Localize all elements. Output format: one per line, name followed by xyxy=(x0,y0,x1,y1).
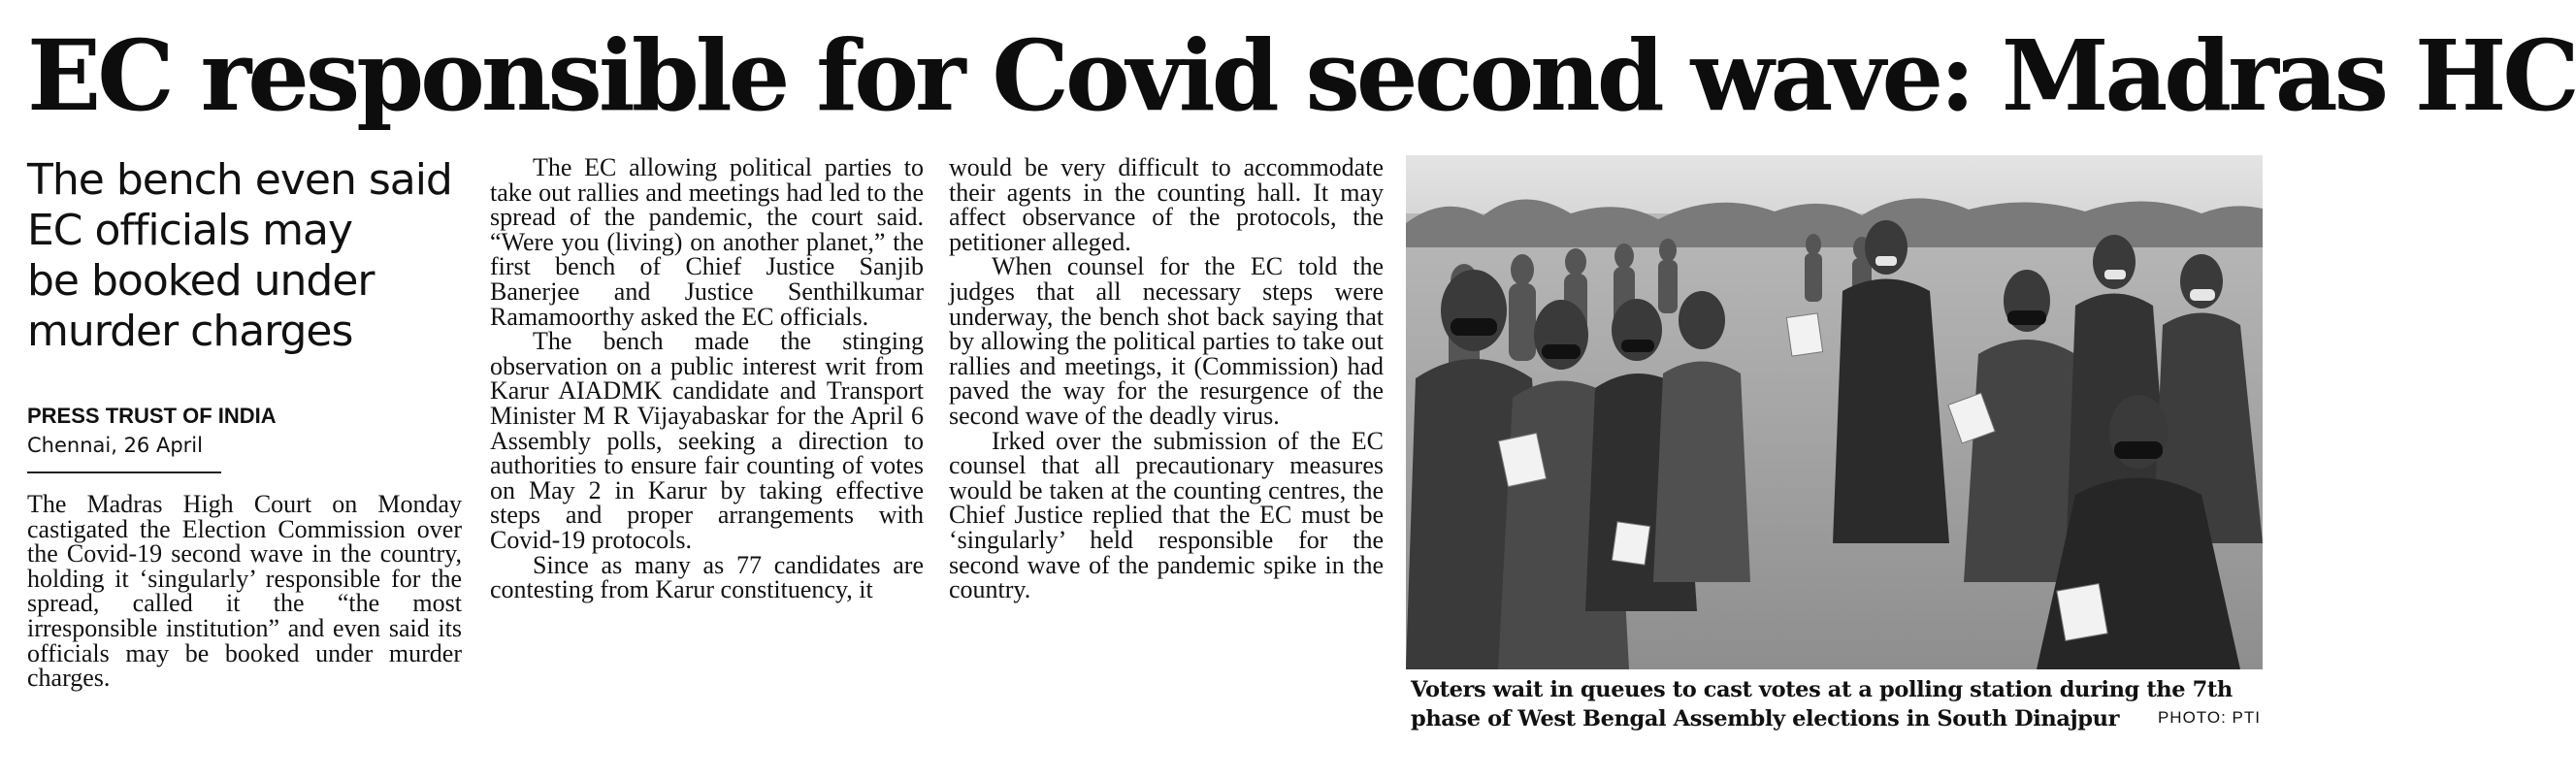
headline: EC responsible for Covid second wave: Madras HC xyxy=(27,18,2576,133)
body-paragraph: The bench made the stinging observation on a public interest writ from Karur AIADMK candidate and Transport Minister M R Vijayabaskar for the April 6 Assembly polls, seeking a direction to authorities to ensure fair counting of votes on May 2 in Karur by taking effective steps and proper arrangements with Covid-19 protocols. xyxy=(490,327,924,554)
byline xyxy=(27,402,277,473)
deck-line: The bench even said xyxy=(27,155,452,205)
byline-agency: PRESS TRUST OF INDIA xyxy=(27,404,277,428)
body-column-1 xyxy=(27,492,462,691)
body-column-3 xyxy=(949,155,1384,602)
body-paragraph: The Madras High Court on Monday castigated the Election Commission over the Covid-19 second wave in the country, holding it ‘singularly’ responsible for the spread, called it the “the most irresponsible institution” and even said its officials may be booked under murder charges. xyxy=(27,490,462,693)
deck-line: murder charges xyxy=(27,307,353,356)
body-paragraph: When counsel for the EC told the judges that all necessary steps were underway, the bench shot back saying that by allowing the political parties to take out rallies and meetings, it (Commission) had paved the way for the resurgence of the second wave of the deadly virus. xyxy=(949,252,1384,430)
body-paragraph: Irked over the submission of the EC counsel that all precautionary measures would be taken at the counting centres, the Chief Justice replied that the EC must be ‘singularly’ held responsible for the second wave of the pandemic spike in the country. xyxy=(949,426,1384,604)
body-paragraph: Since as many as 77 candidates are contesting from Karur constituency, it xyxy=(490,550,924,604)
deck-line: be booked under xyxy=(27,256,375,306)
deck-line: EC officials may xyxy=(27,206,353,255)
news-photo xyxy=(1406,155,2263,669)
deck xyxy=(27,155,473,357)
photo-caption: Voters wait in queues to cast votes at a polling station during the 7th phase of West Bengal Assembly elections in South Dinajpur xyxy=(1411,677,2233,731)
news-photo-image xyxy=(1406,155,2263,669)
body-column-2 xyxy=(490,155,924,602)
body-paragraph: would be very difficult to accommodate their agents in the counting hall. It may affect observance of the protocols, the petitioner alleged. xyxy=(949,153,1384,256)
byline-dateline: Chennai, 26 April xyxy=(27,434,203,457)
photo-credit: PHOTO: PTI xyxy=(2157,708,2261,727)
body-paragraph: The EC allowing political parties to take out rallies and meetings had led to the spread of the pandemic, the court said. “Were you (living) on another planet,” the first bench of Chief Justice Sanjib Banerjee and Justice Senthilkumar Ramamoorthy asked the EC officials. xyxy=(490,153,924,331)
